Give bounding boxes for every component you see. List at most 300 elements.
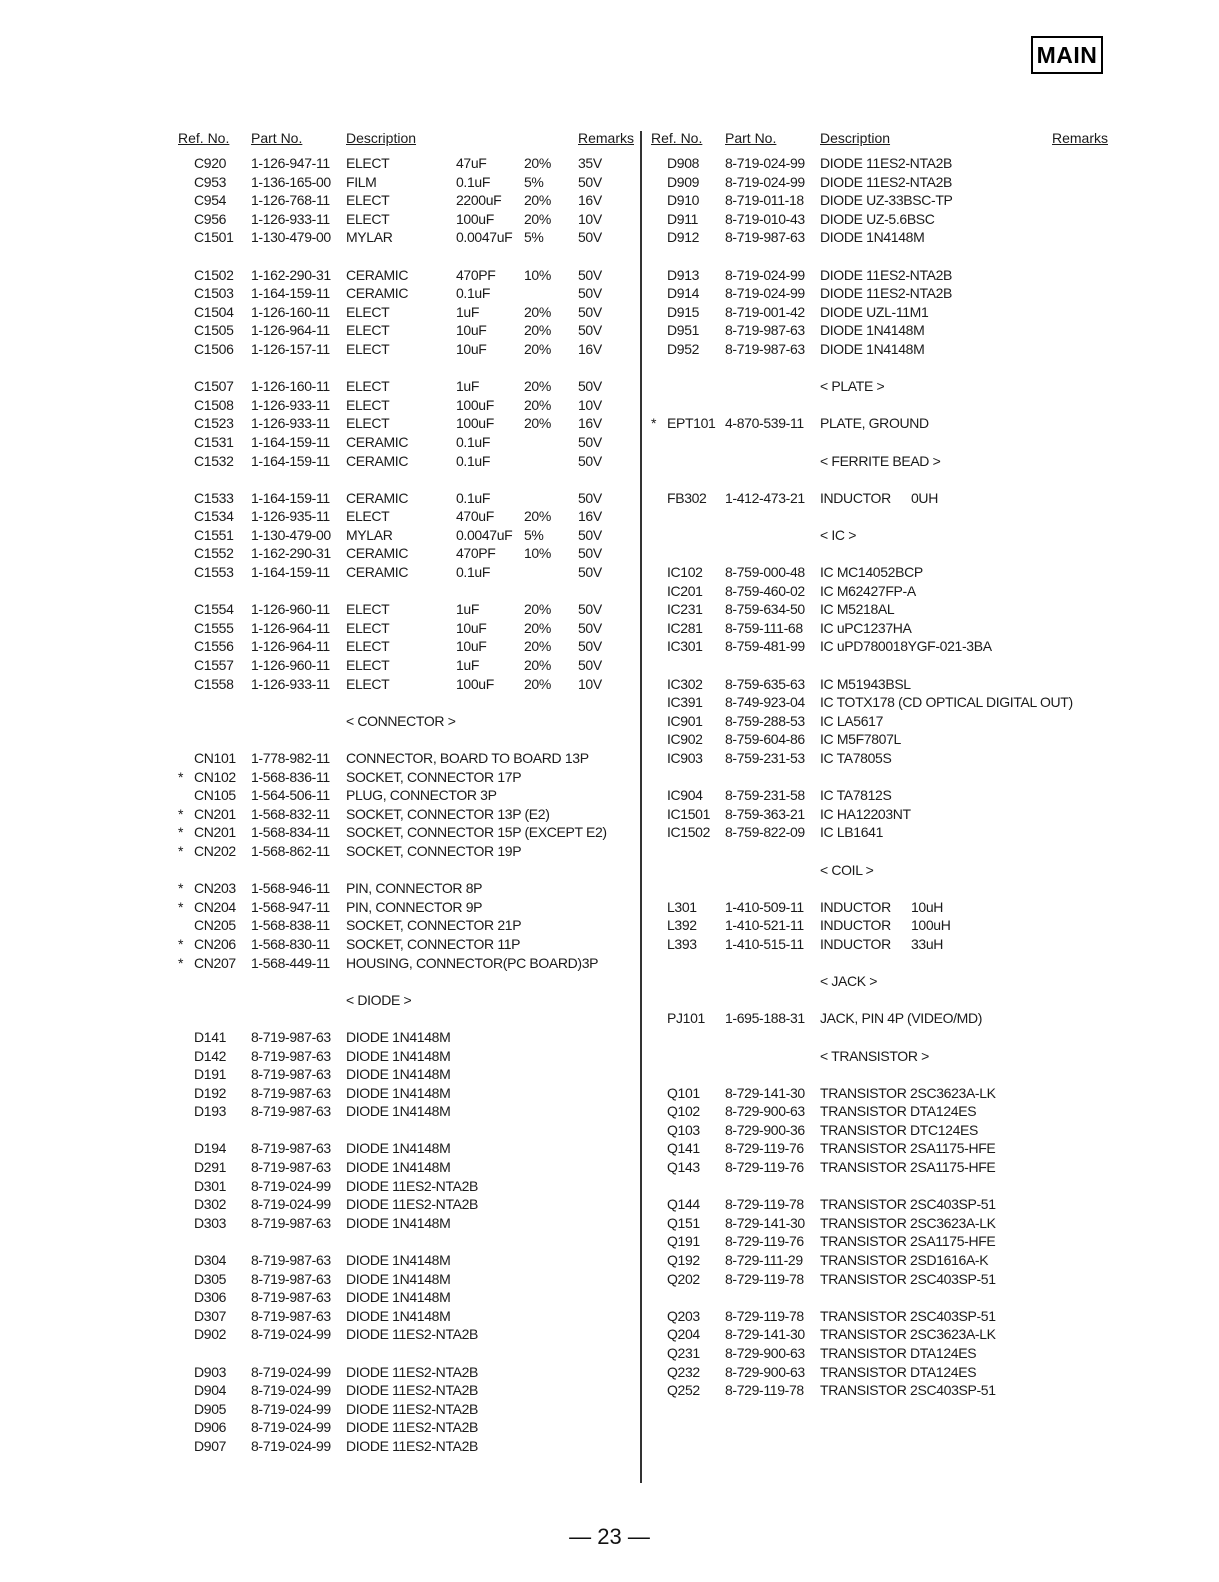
- part-no: 1-778-982-11: [251, 750, 330, 766]
- description: DIODE 11ES2-NTA2B: [346, 1419, 479, 1436]
- part-no: 8-729-111-29: [725, 1252, 803, 1269]
- value: 0.1uF: [456, 173, 491, 190]
- part-no: 1-126-964-11: [251, 619, 330, 636]
- parts-row: [178, 1195, 633, 1214]
- value: 470PF: [456, 266, 496, 283]
- ref-no: IC391: [667, 694, 703, 711]
- part-no: 1-126-935-11: [251, 508, 330, 525]
- category-heading: [178, 991, 633, 1010]
- row-spacer: [651, 544, 1106, 563]
- row-spacer: [651, 768, 1106, 787]
- ref-no: Q231: [667, 1345, 700, 1361]
- remarks: 50V: [578, 526, 602, 543]
- description: SOCKET, CONNECTOR 21P: [346, 917, 522, 934]
- category-label: < FERRITE BEAD >: [820, 452, 941, 469]
- description: TRANSISTOR 2SA1175-HFE: [820, 1140, 996, 1157]
- parts-row: [178, 228, 633, 247]
- ref-no: D909: [667, 173, 700, 190]
- tolerance: 20%: [524, 415, 551, 432]
- description: DIODE 11ES2-NTA2B: [346, 1177, 479, 1194]
- parts-row: [178, 600, 633, 619]
- description: DIODE 11ES2-NTA2B: [346, 1400, 479, 1417]
- ref-no: FB302: [667, 489, 707, 506]
- row-spacer: [651, 842, 1106, 861]
- value: 1uF: [456, 657, 480, 674]
- part-no: 8-759-231-53: [725, 750, 805, 766]
- parts-row: [178, 1437, 633, 1456]
- remarks: 50V: [578, 564, 602, 581]
- part-no: 1-568-946-11: [251, 880, 330, 897]
- part-no: 1-126-160-11: [251, 303, 330, 320]
- description: TRANSISTOR 2SC3623A-LK: [820, 1326, 996, 1343]
- part-no: 1-164-159-11: [251, 433, 330, 450]
- ref-no: C1507: [194, 378, 234, 395]
- value: 10uH: [911, 898, 944, 915]
- part-no: 8-719-024-99: [251, 1419, 331, 1436]
- description: TRANSISTOR 2SA1175-HFE: [820, 1159, 996, 1176]
- row-spacer: [651, 359, 1106, 378]
- ref-no: D912: [667, 229, 700, 246]
- parts-column-left: [178, 126, 633, 1456]
- parts-row: [651, 191, 1106, 210]
- ref-no: D191: [194, 1066, 227, 1083]
- part-no: 8-729-119-78: [725, 1307, 804, 1324]
- category-label: < COIL >: [820, 861, 874, 878]
- parts-row: [651, 619, 1106, 638]
- ref-no: C1534: [194, 508, 234, 525]
- ref-no: CN203: [194, 880, 236, 897]
- part-no: 8-759-231-58: [725, 787, 805, 804]
- row-spacer: [651, 954, 1106, 973]
- ref-no: D906: [194, 1419, 227, 1436]
- part-no: 8-729-119-78: [725, 1270, 804, 1287]
- ref-no: IC1502: [667, 824, 711, 841]
- ref-no: C1557: [194, 657, 234, 674]
- value: 0.1uF: [456, 564, 491, 581]
- part-no: 8-729-141-30: [725, 1084, 805, 1101]
- description: IC M62427FP-A: [820, 582, 916, 599]
- description: ELECT: [346, 601, 390, 618]
- parts-row: [178, 377, 633, 396]
- description: DIODE UZL-11M1: [820, 303, 929, 320]
- row-spacer: [178, 582, 633, 601]
- part-no: 8-719-024-99: [251, 1400, 331, 1417]
- description: PIN, CONNECTOR 9P: [346, 898, 483, 915]
- ref-no: C1554: [194, 601, 234, 618]
- ref-no: C1508: [194, 396, 234, 413]
- parts-row: [178, 154, 633, 173]
- tolerance: 20%: [524, 340, 551, 357]
- ref-no: C1556: [194, 638, 234, 655]
- value: 10uF: [456, 322, 487, 339]
- parts-row: [651, 154, 1106, 173]
- tolerance: 20%: [524, 619, 551, 636]
- parts-row: [178, 396, 633, 415]
- header-description: Description: [820, 130, 891, 146]
- description: INDUCTOR: [820, 489, 891, 506]
- description: CERAMIC: [346, 545, 409, 562]
- part-no: 4-870-539-11: [725, 415, 804, 432]
- tolerance: 20%: [524, 210, 551, 227]
- ref-no: CN204: [194, 898, 236, 915]
- description: DIODE 1N4148M: [346, 1084, 451, 1101]
- tolerance: 20%: [524, 657, 551, 674]
- ref-no: IC904: [667, 787, 703, 804]
- tolerance: 5%: [524, 229, 544, 246]
- parts-row: [651, 637, 1106, 656]
- part-no: 8-729-900-63: [725, 1103, 805, 1120]
- part-no: 8-719-024-99: [725, 266, 805, 283]
- parts-row: [178, 1102, 633, 1121]
- ref-no: D913: [667, 266, 700, 283]
- category-label: < CONNECTOR >: [346, 712, 456, 729]
- description: SOCKET, CONNECTOR 19P: [346, 842, 522, 859]
- ref-no: IC281: [667, 619, 703, 636]
- parts-row: [651, 749, 1106, 768]
- description: IC uPD780018YGF-021-3BA: [820, 638, 992, 655]
- ref-no: C1533: [194, 489, 234, 506]
- parts-row: [178, 526, 633, 545]
- part-no: 8-719-024-99: [725, 285, 805, 302]
- tolerance: 20%: [524, 192, 551, 209]
- ref-no: D142: [194, 1047, 227, 1064]
- parts-row: [178, 303, 633, 322]
- part-no: 8-759-288-53: [725, 712, 805, 729]
- ref-no: IC201: [667, 582, 703, 599]
- parts-row: [651, 786, 1106, 805]
- description: ELECT: [346, 657, 390, 674]
- part-no: 8-719-987-63: [251, 1084, 331, 1101]
- safety-mark: *: [178, 898, 184, 915]
- parts-row: [178, 898, 633, 917]
- part-no: 8-719-011-18: [725, 192, 804, 209]
- ref-no: D911: [667, 210, 699, 227]
- ref-no: C1555: [194, 619, 234, 636]
- parts-row: [178, 1177, 633, 1196]
- description: ELECT: [346, 303, 390, 320]
- ref-no: D910: [667, 192, 700, 209]
- parts-row: [178, 173, 633, 192]
- parts-row: [651, 1270, 1106, 1289]
- remarks: 50V: [578, 657, 602, 674]
- description: HOUSING, CONNECTOR(PC BOARD)3P: [346, 954, 599, 971]
- tolerance: 20%: [524, 638, 551, 655]
- ref-no: CN102: [194, 768, 236, 785]
- ref-no: D952: [667, 340, 700, 357]
- description: IC M5F7807L: [820, 731, 901, 748]
- description: IC HA12203NT: [820, 805, 911, 822]
- description: DIODE 1N4148M: [346, 1103, 451, 1120]
- parts-row: [651, 321, 1106, 340]
- ref-no: C1523: [194, 415, 234, 432]
- part-no: 8-719-024-99: [251, 1382, 331, 1399]
- parts-row: [651, 1363, 1106, 1382]
- ref-no: D194: [194, 1140, 227, 1157]
- description: DIODE 1N4148M: [346, 1066, 451, 1083]
- remarks: 10V: [578, 675, 602, 692]
- parts-row: [651, 210, 1106, 229]
- parts-row: [651, 1121, 1106, 1140]
- description: ELECT: [346, 675, 390, 692]
- part-no: 1-126-933-11: [251, 396, 330, 413]
- description: ELECT: [346, 155, 390, 171]
- parts-row: [651, 340, 1106, 359]
- parts-row: [651, 675, 1106, 694]
- description: DIODE 11ES2-NTA2B: [346, 1326, 479, 1343]
- ref-no: Q143: [667, 1159, 700, 1176]
- ref-no: Q232: [667, 1363, 700, 1380]
- description: FILM: [346, 173, 377, 190]
- description: DIODE 1N4148M: [346, 1140, 451, 1157]
- part-no: 8-719-024-99: [251, 1363, 331, 1380]
- ref-no: D902: [194, 1326, 227, 1343]
- ref-no: D915: [667, 303, 700, 320]
- parts-row: [651, 489, 1106, 508]
- part-no: 8-719-024-99: [725, 173, 805, 190]
- remarks: 35V: [578, 155, 602, 171]
- parts-row: [178, 1363, 633, 1382]
- description: IC LA5617: [820, 712, 884, 729]
- description: DIODE 1N4148M: [346, 1047, 451, 1064]
- parts-row: [178, 507, 633, 526]
- tolerance: 10%: [524, 266, 551, 283]
- parts-row: [651, 1307, 1106, 1326]
- description: DIODE 11ES2-NTA2B: [346, 1437, 479, 1454]
- parts-row: [178, 1325, 633, 1344]
- description: DIODE 11ES2-NTA2B: [346, 1382, 479, 1399]
- description: ELECT: [346, 210, 390, 227]
- parts-row: [651, 898, 1106, 917]
- parts-row: [178, 935, 633, 954]
- description: CERAMIC: [346, 489, 409, 506]
- header-remarks: Remarks: [578, 130, 635, 146]
- description: DIODE 1N4148M: [346, 1252, 451, 1269]
- ref-no: D306: [194, 1289, 227, 1306]
- description: ELECT: [346, 322, 390, 339]
- remarks: 50V: [578, 638, 602, 655]
- part-no: 1-568-449-11: [251, 954, 330, 971]
- ref-no: Q141: [667, 1140, 700, 1157]
- description: ELECT: [346, 340, 390, 357]
- description: ELECT: [346, 619, 390, 636]
- row-spacer: [178, 1121, 633, 1140]
- ref-no: PJ101: [667, 1010, 705, 1027]
- description: INDUCTOR: [820, 898, 891, 915]
- tolerance: 20%: [524, 396, 551, 413]
- ref-no: C1501: [194, 229, 234, 246]
- part-no: 1-126-964-11: [251, 322, 330, 339]
- column-header: [651, 126, 1109, 154]
- parts-row: [651, 1325, 1106, 1344]
- parts-row: [651, 414, 1106, 433]
- parts-row: [651, 712, 1106, 731]
- value: 0UH: [911, 489, 938, 506]
- category-heading: [651, 1047, 1106, 1066]
- safety-mark: *: [178, 805, 184, 822]
- part-no: 8-729-141-30: [725, 1214, 805, 1231]
- ref-no: C1506: [194, 340, 234, 357]
- parts-row: [178, 879, 633, 898]
- part-no: 1-126-964-11: [251, 638, 330, 655]
- row-spacer: [178, 470, 633, 489]
- parts-row: [178, 1065, 633, 1084]
- part-no: 1-130-479-00: [251, 229, 331, 246]
- remarks: 50V: [578, 266, 602, 283]
- parts-row: [178, 786, 633, 805]
- safety-mark: *: [178, 935, 184, 952]
- part-no: 8-719-987-63: [725, 229, 805, 246]
- remarks: 16V: [578, 415, 602, 432]
- ref-no: CN105: [194, 787, 236, 804]
- ref-no: C1531: [194, 433, 234, 450]
- parts-row: [178, 749, 633, 768]
- description: MYLAR: [346, 229, 393, 246]
- part-no: 1-568-838-11: [251, 917, 330, 934]
- remarks: 16V: [578, 508, 602, 525]
- part-no: 1-568-947-11: [251, 898, 330, 915]
- part-no: 8-719-987-63: [251, 1270, 331, 1287]
- parts-row: [178, 452, 633, 471]
- header-part-no: Part No.: [251, 130, 303, 146]
- part-no: 1-164-159-11: [251, 564, 330, 581]
- ref-no: C1552: [194, 545, 234, 562]
- description: SOCKET, CONNECTOR 11P: [346, 935, 521, 952]
- parts-row: [651, 916, 1106, 935]
- ref-no: L392: [667, 917, 697, 934]
- row-spacer: [651, 247, 1106, 266]
- description: DIODE 1N4148M: [346, 1159, 451, 1176]
- parts-row: [178, 1400, 633, 1419]
- header-description: Description: [346, 130, 417, 146]
- remarks: 50V: [578, 322, 602, 339]
- value: 1uF: [456, 303, 480, 320]
- parts-row: [178, 414, 633, 433]
- category-heading: [651, 452, 1106, 471]
- part-no: 8-719-024-99: [251, 1196, 331, 1213]
- description: DIODE 11ES2-NTA2B: [820, 285, 953, 302]
- parts-row: [651, 823, 1106, 842]
- description: ELECT: [346, 192, 390, 209]
- remarks: 50V: [578, 173, 602, 190]
- value: 100uF: [456, 675, 494, 692]
- parts-row: [651, 1139, 1106, 1158]
- remarks: 50V: [578, 619, 602, 636]
- description: DIODE 11ES2-NTA2B: [346, 1196, 479, 1213]
- ref-no: IC231: [667, 601, 703, 618]
- row-spacer: [178, 972, 633, 991]
- ref-no: C1551: [194, 526, 234, 543]
- header-ref-no: Ref. No.: [651, 130, 703, 146]
- value: 2200uF: [456, 192, 502, 209]
- header-ref-no: Ref. No.: [178, 130, 230, 146]
- ref-no: D141: [194, 1028, 227, 1045]
- description: CERAMIC: [346, 452, 409, 469]
- part-no: 1-164-159-11: [251, 489, 330, 506]
- description: TRANSISTOR 2SC3623A-LK: [820, 1084, 996, 1101]
- parts-row: [178, 916, 633, 935]
- ref-no: Q203: [667, 1307, 700, 1324]
- ref-no: D193: [194, 1103, 227, 1120]
- part-no: 8-729-141-30: [725, 1326, 805, 1343]
- description: INDUCTOR: [820, 917, 891, 934]
- ref-no: D951: [667, 322, 700, 339]
- ref-no: C1504: [194, 303, 234, 320]
- tolerance: 20%: [524, 322, 551, 339]
- parts-row: [178, 1307, 633, 1326]
- parts-row: [178, 619, 633, 638]
- ref-no: CN206: [194, 935, 236, 952]
- description: DIODE UZ-33BSC-TP: [820, 192, 953, 209]
- parts-row: [651, 600, 1106, 619]
- part-no: 1-410-509-11: [725, 898, 804, 915]
- row-spacer: [651, 1288, 1106, 1307]
- ref-no: D904: [194, 1382, 227, 1399]
- description: IC M51943BSL: [820, 675, 911, 692]
- ref-no: D903: [194, 1363, 227, 1380]
- part-no: 1-564-506-11: [251, 787, 330, 804]
- ref-no: Q191: [667, 1233, 700, 1250]
- parts-row: [651, 1344, 1106, 1363]
- description: DIODE UZ-5.6BSC: [820, 210, 935, 227]
- parts-row: [178, 321, 633, 340]
- parts-row: [651, 266, 1106, 285]
- parts-row: [651, 1214, 1106, 1233]
- remarks: 50V: [578, 489, 602, 506]
- ref-no: D905: [194, 1400, 227, 1417]
- row-spacer: [651, 507, 1106, 526]
- value: 0.1uF: [456, 452, 491, 469]
- part-no: 1-162-290-31: [251, 545, 331, 562]
- value: 10uF: [456, 619, 487, 636]
- remarks: 50V: [578, 303, 602, 320]
- part-no: 1-568-832-11: [251, 805, 330, 822]
- category-label: < DIODE >: [346, 991, 412, 1008]
- part-no: 8-719-987-63: [251, 1289, 331, 1306]
- part-no: 1-164-159-11: [251, 285, 330, 302]
- part-no: 8-759-460-02: [725, 582, 805, 599]
- ref-no: IC903: [667, 750, 703, 766]
- ref-no: C920: [194, 155, 227, 171]
- ref-no: C1553: [194, 564, 234, 581]
- parts-row: [178, 637, 633, 656]
- remarks: 10V: [578, 396, 602, 413]
- parts-row: [178, 1084, 633, 1103]
- description: INDUCTOR: [820, 935, 891, 952]
- tolerance: 20%: [524, 378, 551, 395]
- remarks: 50V: [578, 378, 602, 395]
- parts-row: [178, 1028, 633, 1047]
- ref-no: CN207: [194, 954, 236, 971]
- part-no: 8-759-363-21: [725, 805, 805, 822]
- description: ELECT: [346, 508, 390, 525]
- description: DIODE 11ES2-NTA2B: [820, 266, 953, 283]
- part-no: 1-695-188-31: [725, 1010, 805, 1027]
- description: ELECT: [346, 396, 390, 413]
- ref-no: C956: [194, 210, 227, 227]
- remarks: 50V: [578, 601, 602, 618]
- value: 1uF: [456, 601, 480, 618]
- description: DIODE 1N4148M: [346, 1289, 451, 1306]
- ref-no: IC901: [667, 712, 703, 729]
- ref-no: D307: [194, 1307, 227, 1324]
- remarks: 16V: [578, 340, 602, 357]
- column-header: [178, 126, 633, 154]
- description: SOCKET, CONNECTOR 13P (E2): [346, 805, 550, 822]
- parts-row: [178, 210, 633, 229]
- value: 33uH: [911, 935, 944, 952]
- part-no: 8-719-024-99: [725, 155, 805, 171]
- parts-row: [178, 489, 633, 508]
